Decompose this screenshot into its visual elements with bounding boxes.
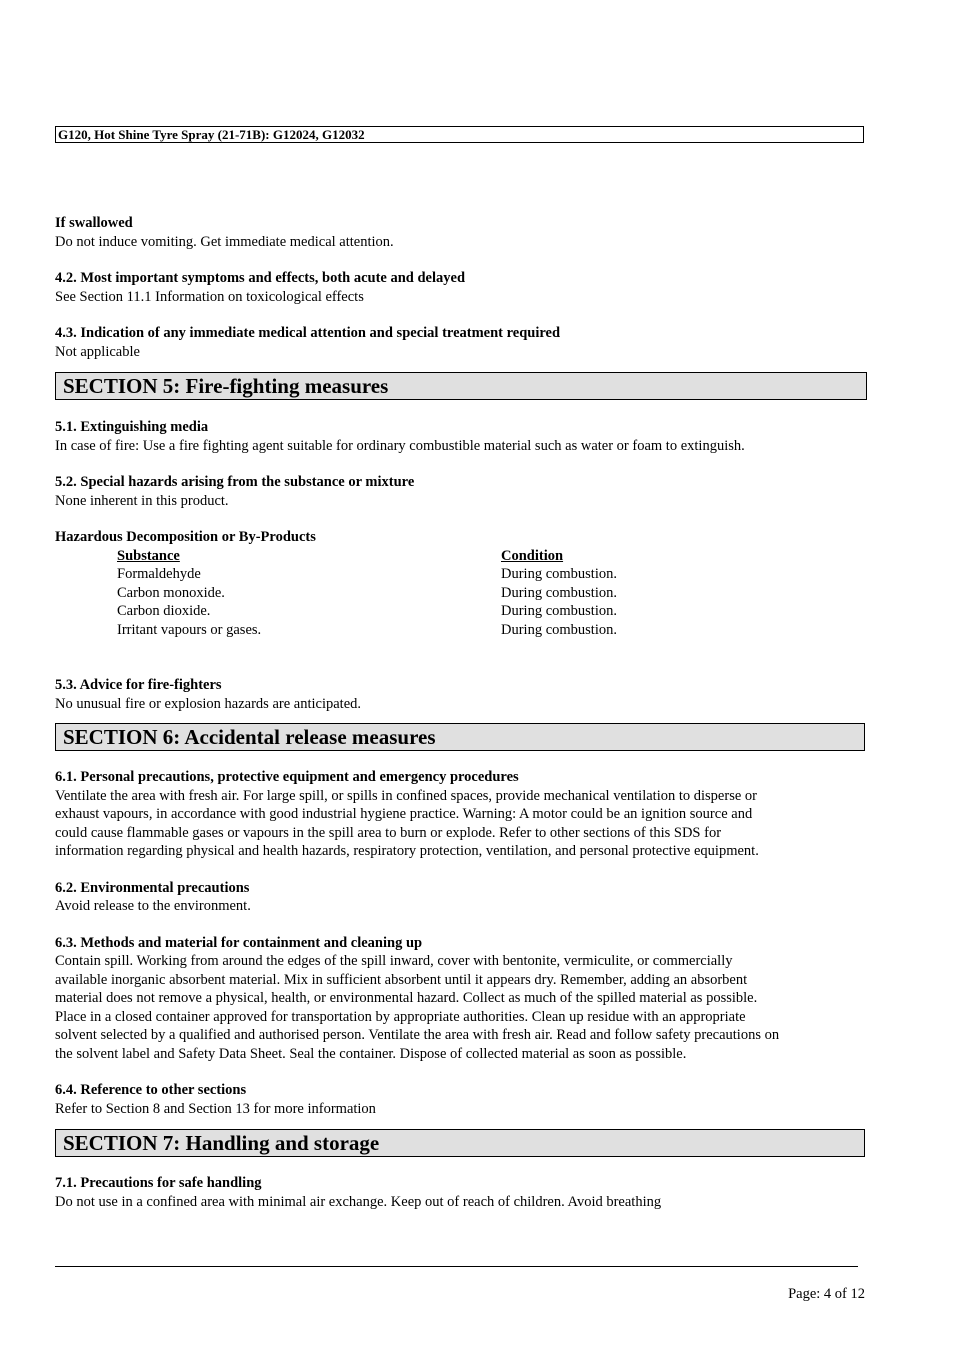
s63-line: material does not remove a physical, health, or environmental hazard. Collect as much of the spilled material as possible.: [55, 990, 758, 1006]
if-swallowed-heading: If swallowed: [55, 215, 133, 231]
s61-line: could cause flammable gases or vapours in the spill area to burn or explode. Refer to other sections of this SDS for: [55, 824, 722, 841]
s51-heading: 5.1. Extinguishing media: [55, 419, 209, 435]
hazardous-decomposition-heading: Hazardous Decomposition or By-Products: [55, 529, 316, 545]
s62-heading: 6.2. Environmental precautions: [55, 879, 250, 896]
s63-line: available inorganic absorbent material. Mix in sufficient absorbent until it appears dry. Remember, adding an absorbent: [55, 971, 748, 988]
s42-text: See Section 11.1 Information on toxicological effects: [55, 288, 364, 305]
footer-divider: [55, 1266, 858, 1267]
s62-block: [55, 879, 867, 916]
s63-line: Place in a closed container approved for transportation by appropriate authorities. Clean up residue with an appropriate: [55, 1008, 746, 1025]
s43-text: Not applicable: [55, 343, 140, 360]
hazardous-decomposition-block: [55, 528, 867, 639]
s64-heading: 6.4. Reference to other sections: [55, 1082, 247, 1098]
table-row: [117, 584, 867, 603]
if-swallowed-block: [55, 214, 867, 251]
s51-text: In case of fire: Use a fire fighting agent suitable for ordinary combustible material such as water or foam to extinguish.: [55, 437, 745, 454]
s53-text: No unusual fire or explosion hazards are anticipated.: [55, 695, 362, 712]
section-5-title: SECTION 5: Fire-fighting measures: [55, 372, 867, 400]
substance-cell: Irritant vapours or gases.: [117, 621, 262, 638]
s61-block: [55, 768, 867, 861]
table-row: [117, 602, 867, 621]
s63-line: solvent selected by a qualified and authorised person. Ventilate the area with fresh air. Read and follow safety precautions on: [55, 1027, 780, 1043]
s53-block: [55, 676, 867, 713]
condition-column-header: Condition: [501, 547, 564, 564]
hazard-table: [117, 547, 867, 640]
substance-cell: Carbon dioxide.: [117, 603, 211, 619]
s61-line: exhaust vapours, in accordance with good industrial hygiene practice. Warning: A motor could be an ignition source and: [55, 806, 753, 822]
s42-block: [55, 269, 867, 306]
substance-column-header: Substance: [117, 547, 180, 564]
s52-block: [55, 473, 867, 510]
s61-line: information regarding physical and health hazards, respiratory protection, ventilation, and personal protective equipment.: [55, 843, 759, 859]
s52-text: None inherent in this product.: [55, 492, 229, 509]
s64-text: Refer to Section 8 and Section 13 for more information: [55, 1100, 376, 1117]
s61-line: Ventilate the area with fresh air. For large spill, or spills in confined spaces, provide mechanical ventilation to disperse or: [55, 787, 757, 804]
s51-block: [55, 418, 867, 455]
s64-block: [55, 1081, 867, 1118]
s71-block: [55, 1174, 867, 1211]
hazard-table-header: [117, 547, 867, 566]
s63-line: the solvent label and Safety Data Sheet. Seal the container. Dispose of collected material as soon as possible.: [55, 1045, 687, 1062]
s71-text: Do not use in a confined area with minimal air exchange. Keep out of reach of children. Avoid breathing: [55, 1193, 662, 1210]
s53-heading: 5.3. Advice for fire-fighters: [55, 677, 222, 693]
document-body: [55, 214, 867, 1211]
s63-heading: 6.3. Methods and material for containment and cleaning up: [55, 934, 423, 951]
s62-text: Avoid release to the environment.: [55, 898, 251, 914]
s43-heading: 4.3. Indication of any immediate medical attention and special treatment required: [55, 325, 561, 341]
page-number: Page: 4 of 12: [788, 1286, 865, 1302]
s63-line: Contain spill. Working from around the edges of the spill inward, cover with bentonite, vermiculite, or commercially: [55, 953, 733, 969]
condition-cell: During combustion.: [501, 603, 617, 619]
section-7-title: SECTION 7: Handling and storage: [55, 1129, 865, 1157]
if-swallowed-text: Do not induce vomiting. Get immediate medical attention.: [55, 233, 394, 250]
product-header: G120, Hot Shine Tyre Spray (21-71B): G12024, G12032: [55, 126, 864, 143]
substance-cell: Formaldehyde: [117, 566, 201, 582]
substance-cell: Carbon monoxide.: [117, 584, 225, 601]
condition-cell: During combustion.: [501, 584, 617, 601]
s43-block: [55, 324, 867, 361]
table-row: [117, 621, 867, 640]
condition-cell: During combustion.: [501, 621, 617, 638]
s61-heading: 6.1. Personal precautions, protective equipment and emergency procedures: [55, 769, 519, 785]
s52-heading: 5.2. Special hazards arising from the substance or mixture: [55, 474, 415, 490]
section-6-title: SECTION 6: Accidental release measures: [55, 723, 865, 751]
s63-block: [55, 934, 867, 1064]
table-row: [117, 565, 867, 584]
s71-heading: 7.1. Precautions for safe handling: [55, 1175, 262, 1191]
condition-cell: During combustion.: [501, 566, 617, 582]
s42-heading: 4.2. Most important symptoms and effects, both acute and delayed: [55, 270, 466, 286]
